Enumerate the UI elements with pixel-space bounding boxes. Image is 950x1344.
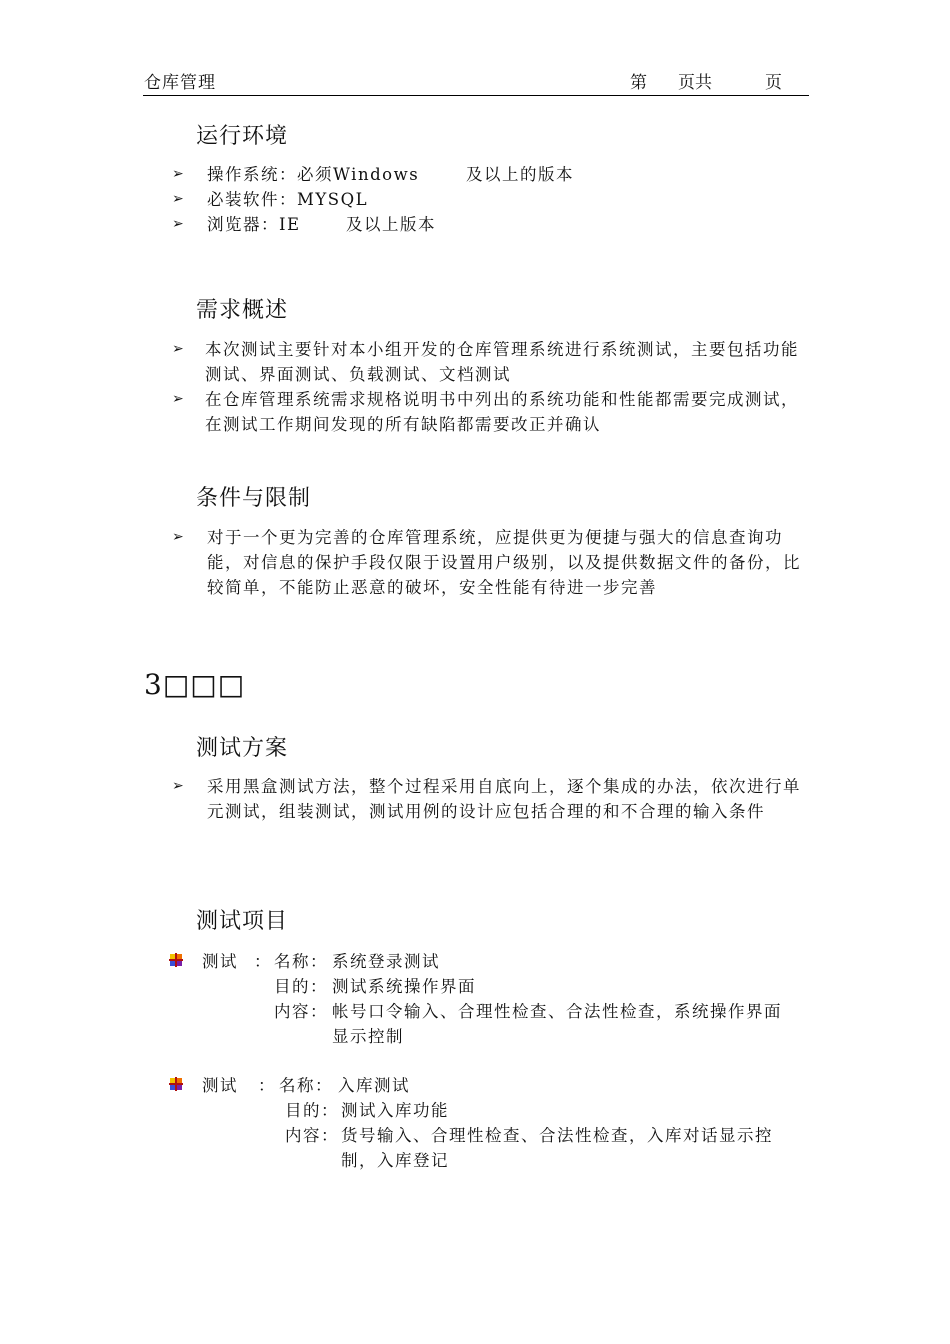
env-item-browser-suffix: 及以上版本 <box>346 215 436 234</box>
cond-item-1: 对于一个更为完善的仓库管理系统，应提供更为便捷与强大的信息查询功能，对信息的保护手段仅限于设置用户级别，以及提供数据文件的备份，比较简单，不能防止恶意的破坏，安全性能有待进一步完善 <box>207 528 801 597</box>
cond-heading: 条件与限制 <box>196 486 312 511</box>
page-label-3: 页 <box>765 73 782 93</box>
test-2-colon: ： <box>258 1076 276 1095</box>
req-item-2: 在仓库管理系统需求规格说明书中列出的系统功能和性能都需要完成测试，在测试工作期间发现的所有缺陷都需要改正并确认 <box>205 390 799 434</box>
test-2-content-line-1: 货号输入、合理性检查、合法性检查，入库对话显示控 <box>341 1126 773 1145</box>
flag-icon <box>169 953 183 967</box>
header-title: 仓库管理 <box>144 73 216 93</box>
bullet-icon: ➢ <box>172 529 184 545</box>
test-2-label: 测试 <box>202 1076 238 1095</box>
env-heading: 运行环境 <box>196 124 289 149</box>
section-3-heading: 3□□□ <box>144 668 246 701</box>
header-divider <box>143 95 809 96</box>
test-1-label: 测试 <box>202 952 238 971</box>
test-1-purpose-label: 目的： <box>274 977 328 996</box>
env-item-os: 操作系统：必须Windows <box>207 165 420 184</box>
test-2-content-line-2: 制，入库登记 <box>341 1151 449 1170</box>
page-label-1: 第 <box>630 73 647 93</box>
env-item-browser: 浏览器：IE <box>207 215 301 234</box>
test-2-purpose: 测试入库功能 <box>341 1101 449 1120</box>
test-1-content-line-2: 显示控制 <box>332 1027 404 1046</box>
bullet-icon: ➢ <box>172 216 184 232</box>
test-1-colon: ： <box>254 952 272 971</box>
test-2-name: 入库测试 <box>338 1076 410 1095</box>
plan-heading: 测试方案 <box>196 736 289 761</box>
bullet-icon: ➢ <box>172 391 184 407</box>
req-item-1: 本次测试主要针对本小组开发的仓库管理系统进行系统测试，主要包括功能测试、界面测试、负载测试、文档测试 <box>205 340 799 384</box>
flag-icon <box>169 1077 183 1091</box>
test-2-purpose-label: 目的： <box>285 1101 339 1120</box>
test-2-content-label: 内容： <box>285 1126 339 1145</box>
req-heading: 需求概述 <box>196 298 289 323</box>
test-1-name-label: 名称： <box>274 952 328 971</box>
items-heading: 测试项目 <box>196 909 289 934</box>
test-1-content-line-1: 帐号口令输入、合理性检查、合法性检查，系统操作界面 <box>332 1002 782 1021</box>
env-item-os-suffix: 及以上的版本 <box>466 165 574 184</box>
test-1-content-label: 内容： <box>274 1002 328 1021</box>
bullet-icon: ➢ <box>172 166 184 182</box>
page-label-2: 页共 <box>678 73 712 93</box>
test-1-purpose: 测试系统操作界面 <box>332 977 476 996</box>
bullet-icon: ➢ <box>172 778 184 794</box>
env-item-software: 必装软件：MYSQL <box>207 190 369 209</box>
test-1-name: 系统登录测试 <box>332 952 440 971</box>
plan-item-1: 采用黑盒测试方法，整个过程采用自底向上，逐个集成的办法，依次进行单元测试，组装测试，测试用例的设计应包括合理的和不合理的输入条件 <box>207 777 801 821</box>
bullet-icon: ➢ <box>172 191 184 207</box>
test-2-name-label: 名称： <box>279 1076 333 1095</box>
bullet-icon: ➢ <box>172 341 184 357</box>
